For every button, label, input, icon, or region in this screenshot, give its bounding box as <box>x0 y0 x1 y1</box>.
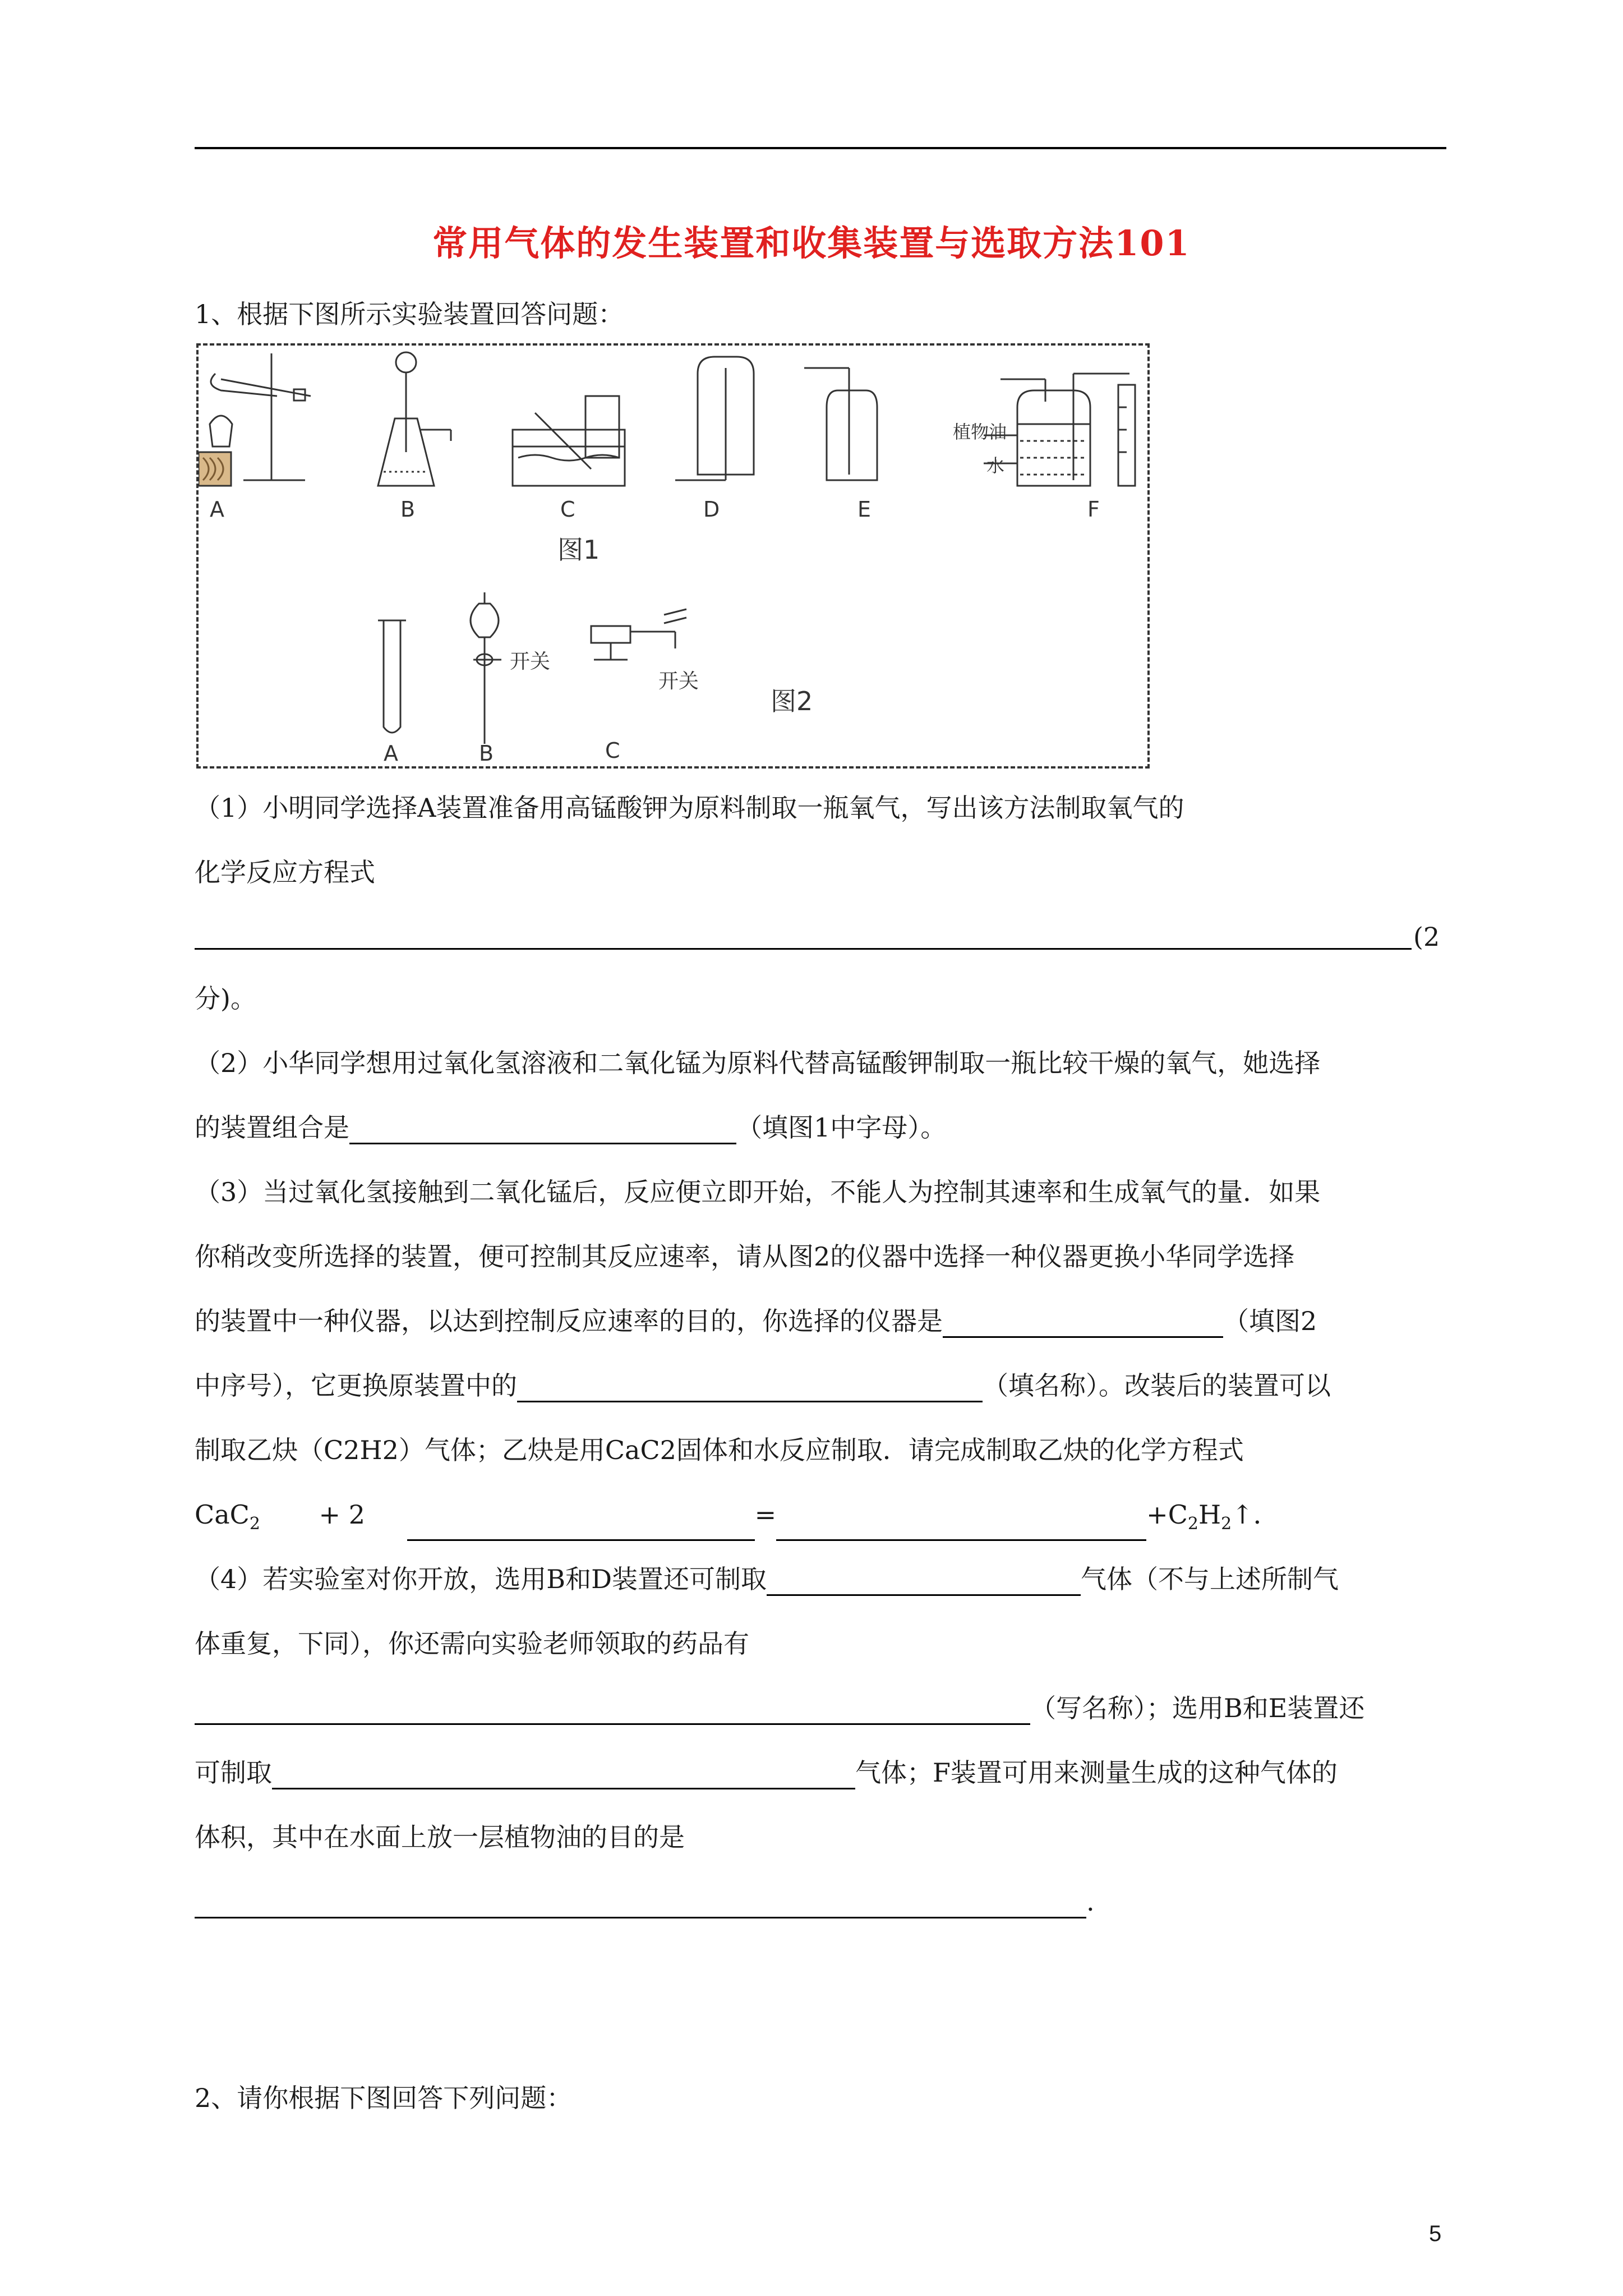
eq-c2h2-h: H <box>1198 1499 1221 1530</box>
answer-blank-3[interactable] <box>943 1309 1223 1338</box>
question-2-stem: 2、请你根据下图回答下列问题： <box>195 2083 573 2113</box>
fig1-label-a: A <box>210 497 224 522</box>
page-number: 5 <box>1429 2221 1442 2246</box>
fig1-label-f: F <box>1087 497 1100 522</box>
q1-part4-line2: 体重复，下同），你还需向实验老师领取的药品有 <box>195 1628 749 1659</box>
eq-cac: CaC <box>195 1499 250 1530</box>
eq-plus-two: + 2 <box>319 1499 365 1530</box>
answer-blank-8[interactable] <box>195 1696 1030 1725</box>
eq-gas-arrow: ↑． <box>1232 1499 1279 1530</box>
answer-blank-10[interactable] <box>195 1890 1086 1918</box>
q1-part4-line1 <box>195 1562 1339 1596</box>
answer-blank-5[interactable] <box>407 1512 755 1541</box>
page-title: 常用气体的发生装置和收集装置与选取方法101 <box>432 223 1191 264</box>
answer-blank-4[interactable] <box>517 1374 983 1402</box>
q1-part3-line1: （3）当过氧化氢接触到二氧化锰后，反应便立即开始，不能人为控制其速率和生成氧气的量．如果 <box>195 1177 1321 1207</box>
q1-part1-line2: 化学反应方程式 <box>195 857 375 887</box>
eq-c2h2-sub1: 2 <box>1187 1514 1198 1534</box>
apparatus-e-bottle <box>804 368 877 480</box>
apparatus-d-jar <box>675 357 754 480</box>
fig1-label-b: B <box>400 497 416 522</box>
answer-blank-2[interactable] <box>349 1116 736 1144</box>
eq-c2h2-prefix: +C <box>1146 1499 1188 1530</box>
eq-equals: = <box>754 1499 777 1530</box>
q1-part1-line4: 分)。 <box>195 983 256 1014</box>
q1-part4-line5: 体积，其中在水面上放一层植物油的目的是 <box>195 1822 685 1852</box>
apparatus-a-stand <box>199 353 311 486</box>
fig2-b-dropping-funnel <box>471 592 501 744</box>
q1-part3-line3 <box>195 1304 1317 1338</box>
header-rule <box>195 147 1446 149</box>
answer-blank-7[interactable] <box>767 1567 1081 1596</box>
fig1-f-water-label: 水 <box>986 455 1005 476</box>
acetylene-equation <box>195 1498 1279 1541</box>
apparatus-c-trough <box>513 396 625 486</box>
q1-part3-line5: 制取乙炔（C2H2）气体；乙炔是用CaC2固体和水反应制取．请完成制取乙炔的化学方程式 <box>195 1435 1244 1465</box>
q1-part4-line3-suffix: （写名称）；选用B和E装置还 <box>1030 1693 1365 1723</box>
q1-part4-line4-prefix: 可制取 <box>195 1757 272 1788</box>
fig1-label-d: D <box>703 497 720 522</box>
q1-part3-line3-prefix: 的装置中一种仪器，以达到控制反应速率的目的，你选择的仪器是 <box>195 1306 943 1336</box>
fig1-f-oil-label: 植物油 <box>953 421 1007 443</box>
answer-blank-1[interactable] <box>195 948 1412 950</box>
apparatus-b-flask <box>378 352 451 486</box>
q1-part4-line6 <box>195 1885 1095 1918</box>
fig1-label-c: C <box>560 497 575 522</box>
eq-cac-subscript: 2 <box>249 1514 260 1534</box>
eq-c2h2-sub2: 2 <box>1221 1514 1232 1534</box>
question-1-stem: 1、根据下图所示实验装置回答问题： <box>195 299 624 329</box>
fig2-caption: 图2 <box>771 686 813 716</box>
fig2-c-clip <box>591 609 686 660</box>
fig2-label-c: C <box>605 738 620 763</box>
fig2-label-a: A <box>384 741 398 766</box>
q1-part4-line1-prefix: （4）若实验室对你开放，选用B和D装置还可制取 <box>195 1564 767 1594</box>
answer-blank-9[interactable] <box>272 1761 855 1789</box>
q1-part2-line2 <box>195 1111 946 1144</box>
q1-part2-prefix: 的装置组合是 <box>195 1112 349 1143</box>
q1-part3-line4 <box>195 1369 1331 1402</box>
fig2-switch-c-label: 开关 <box>658 670 699 693</box>
q1-part1-tail: (2 <box>1413 922 1440 952</box>
fig2-switch-b-label: 开关 <box>510 650 551 673</box>
fig1-caption: 图1 <box>557 535 600 565</box>
q1-part3-line4-suffix: （填名称）。改装后的装置可以 <box>983 1370 1331 1401</box>
fig2-label-b: B <box>479 741 494 766</box>
q1-part4-line4-suffix: 气体；F装置可用来测量生成的这种气体的 <box>855 1757 1338 1788</box>
apparatus-figure <box>199 346 1147 766</box>
q1-part4-line3 <box>195 1691 1364 1725</box>
q1-part4-line6-end: . <box>1086 1887 1095 1917</box>
fig2-a-test-tube <box>378 620 406 733</box>
q1-part4-line4 <box>195 1756 1338 1789</box>
q1-part3-line3-suffix: （填图2 <box>1223 1306 1317 1336</box>
q1-part4-line1-suffix: 气体（不与上述所制气 <box>1080 1564 1339 1594</box>
answer-blank-6[interactable] <box>776 1512 1146 1541</box>
q1-part2-suffix: （填图1中字母）。 <box>736 1112 947 1143</box>
q1-part3-line2: 你稍改变所选择的装置，便可控制其反应速率，请从图2的仪器中选择一种仪器更换小华同学选择 <box>195 1241 1295 1272</box>
q1-part2-line1: （2）小华同学想用过氧化氢溶液和二氧化锰为原料代替高锰酸钾制取一瓶比较干燥的氧气，她选择 <box>195 1048 1321 1078</box>
fig1-label-e: E <box>857 497 872 522</box>
q1-part3-line4-prefix: 中序号），它更换原装置中的 <box>195 1370 517 1401</box>
q1-part1-line1: （1）小明同学选择A装置准备用高锰酸钾为原料制取一瓶氧气，写出该方法制取氧气的 <box>195 793 1184 823</box>
